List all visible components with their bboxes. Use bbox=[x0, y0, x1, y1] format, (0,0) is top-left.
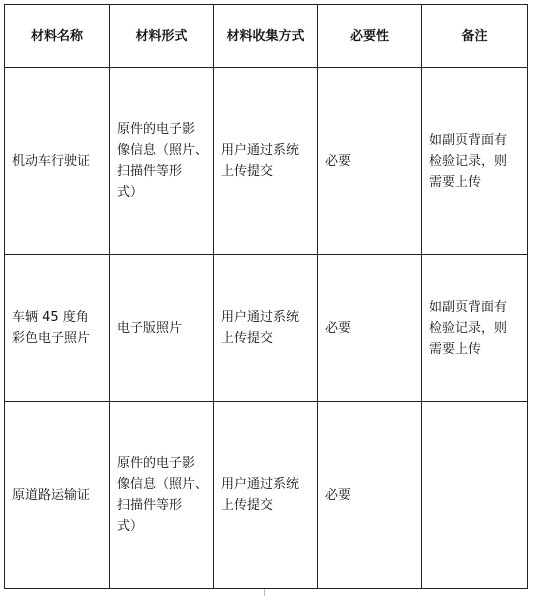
header-material-form: 材料形式 bbox=[110, 5, 214, 68]
table-row bbox=[5, 68, 528, 255]
cell-material-form: 原件的电子影 像信息（照片、 扫描件等形 式） bbox=[110, 68, 214, 255]
materials-table bbox=[4, 4, 528, 589]
cell-collection-method: 用户通过系统 上传提交 bbox=[214, 68, 318, 255]
table-row bbox=[5, 402, 528, 589]
cell-remarks bbox=[422, 402, 528, 589]
table-header-row bbox=[5, 5, 528, 68]
cell-material-name: 机动车行驶证 bbox=[5, 68, 110, 255]
cell-necessity: 必要 bbox=[318, 68, 422, 255]
header-collection-method: 材料收集方式 bbox=[214, 5, 318, 68]
header-remarks: 备注 bbox=[422, 5, 528, 68]
page-edge-divider bbox=[264, 589, 265, 596]
cell-necessity: 必要 bbox=[318, 402, 422, 589]
cell-remarks: 如副页背面有 检验记录，则 需要上传 bbox=[422, 68, 528, 255]
cell-necessity: 必要 bbox=[318, 255, 422, 402]
cell-remarks: 如副页背面有 检验记录，则 需要上传 bbox=[422, 255, 528, 402]
table-row bbox=[5, 255, 528, 402]
cell-collection-method: 用户通过系统 上传提交 bbox=[214, 255, 318, 402]
cell-material-name: 原道路运输证 bbox=[5, 402, 110, 589]
header-necessity: 必要性 bbox=[318, 5, 422, 68]
cell-material-name: 车辆 45 度角 彩色电子照片 bbox=[5, 255, 110, 402]
header-material-name: 材料名称 bbox=[5, 5, 110, 68]
cell-collection-method: 用户通过系统 上传提交 bbox=[214, 402, 318, 589]
cell-material-form: 原件的电子影 像信息（照片、 扫描件等形 式） bbox=[110, 402, 214, 589]
cell-material-form: 电子版照片 bbox=[110, 255, 214, 402]
